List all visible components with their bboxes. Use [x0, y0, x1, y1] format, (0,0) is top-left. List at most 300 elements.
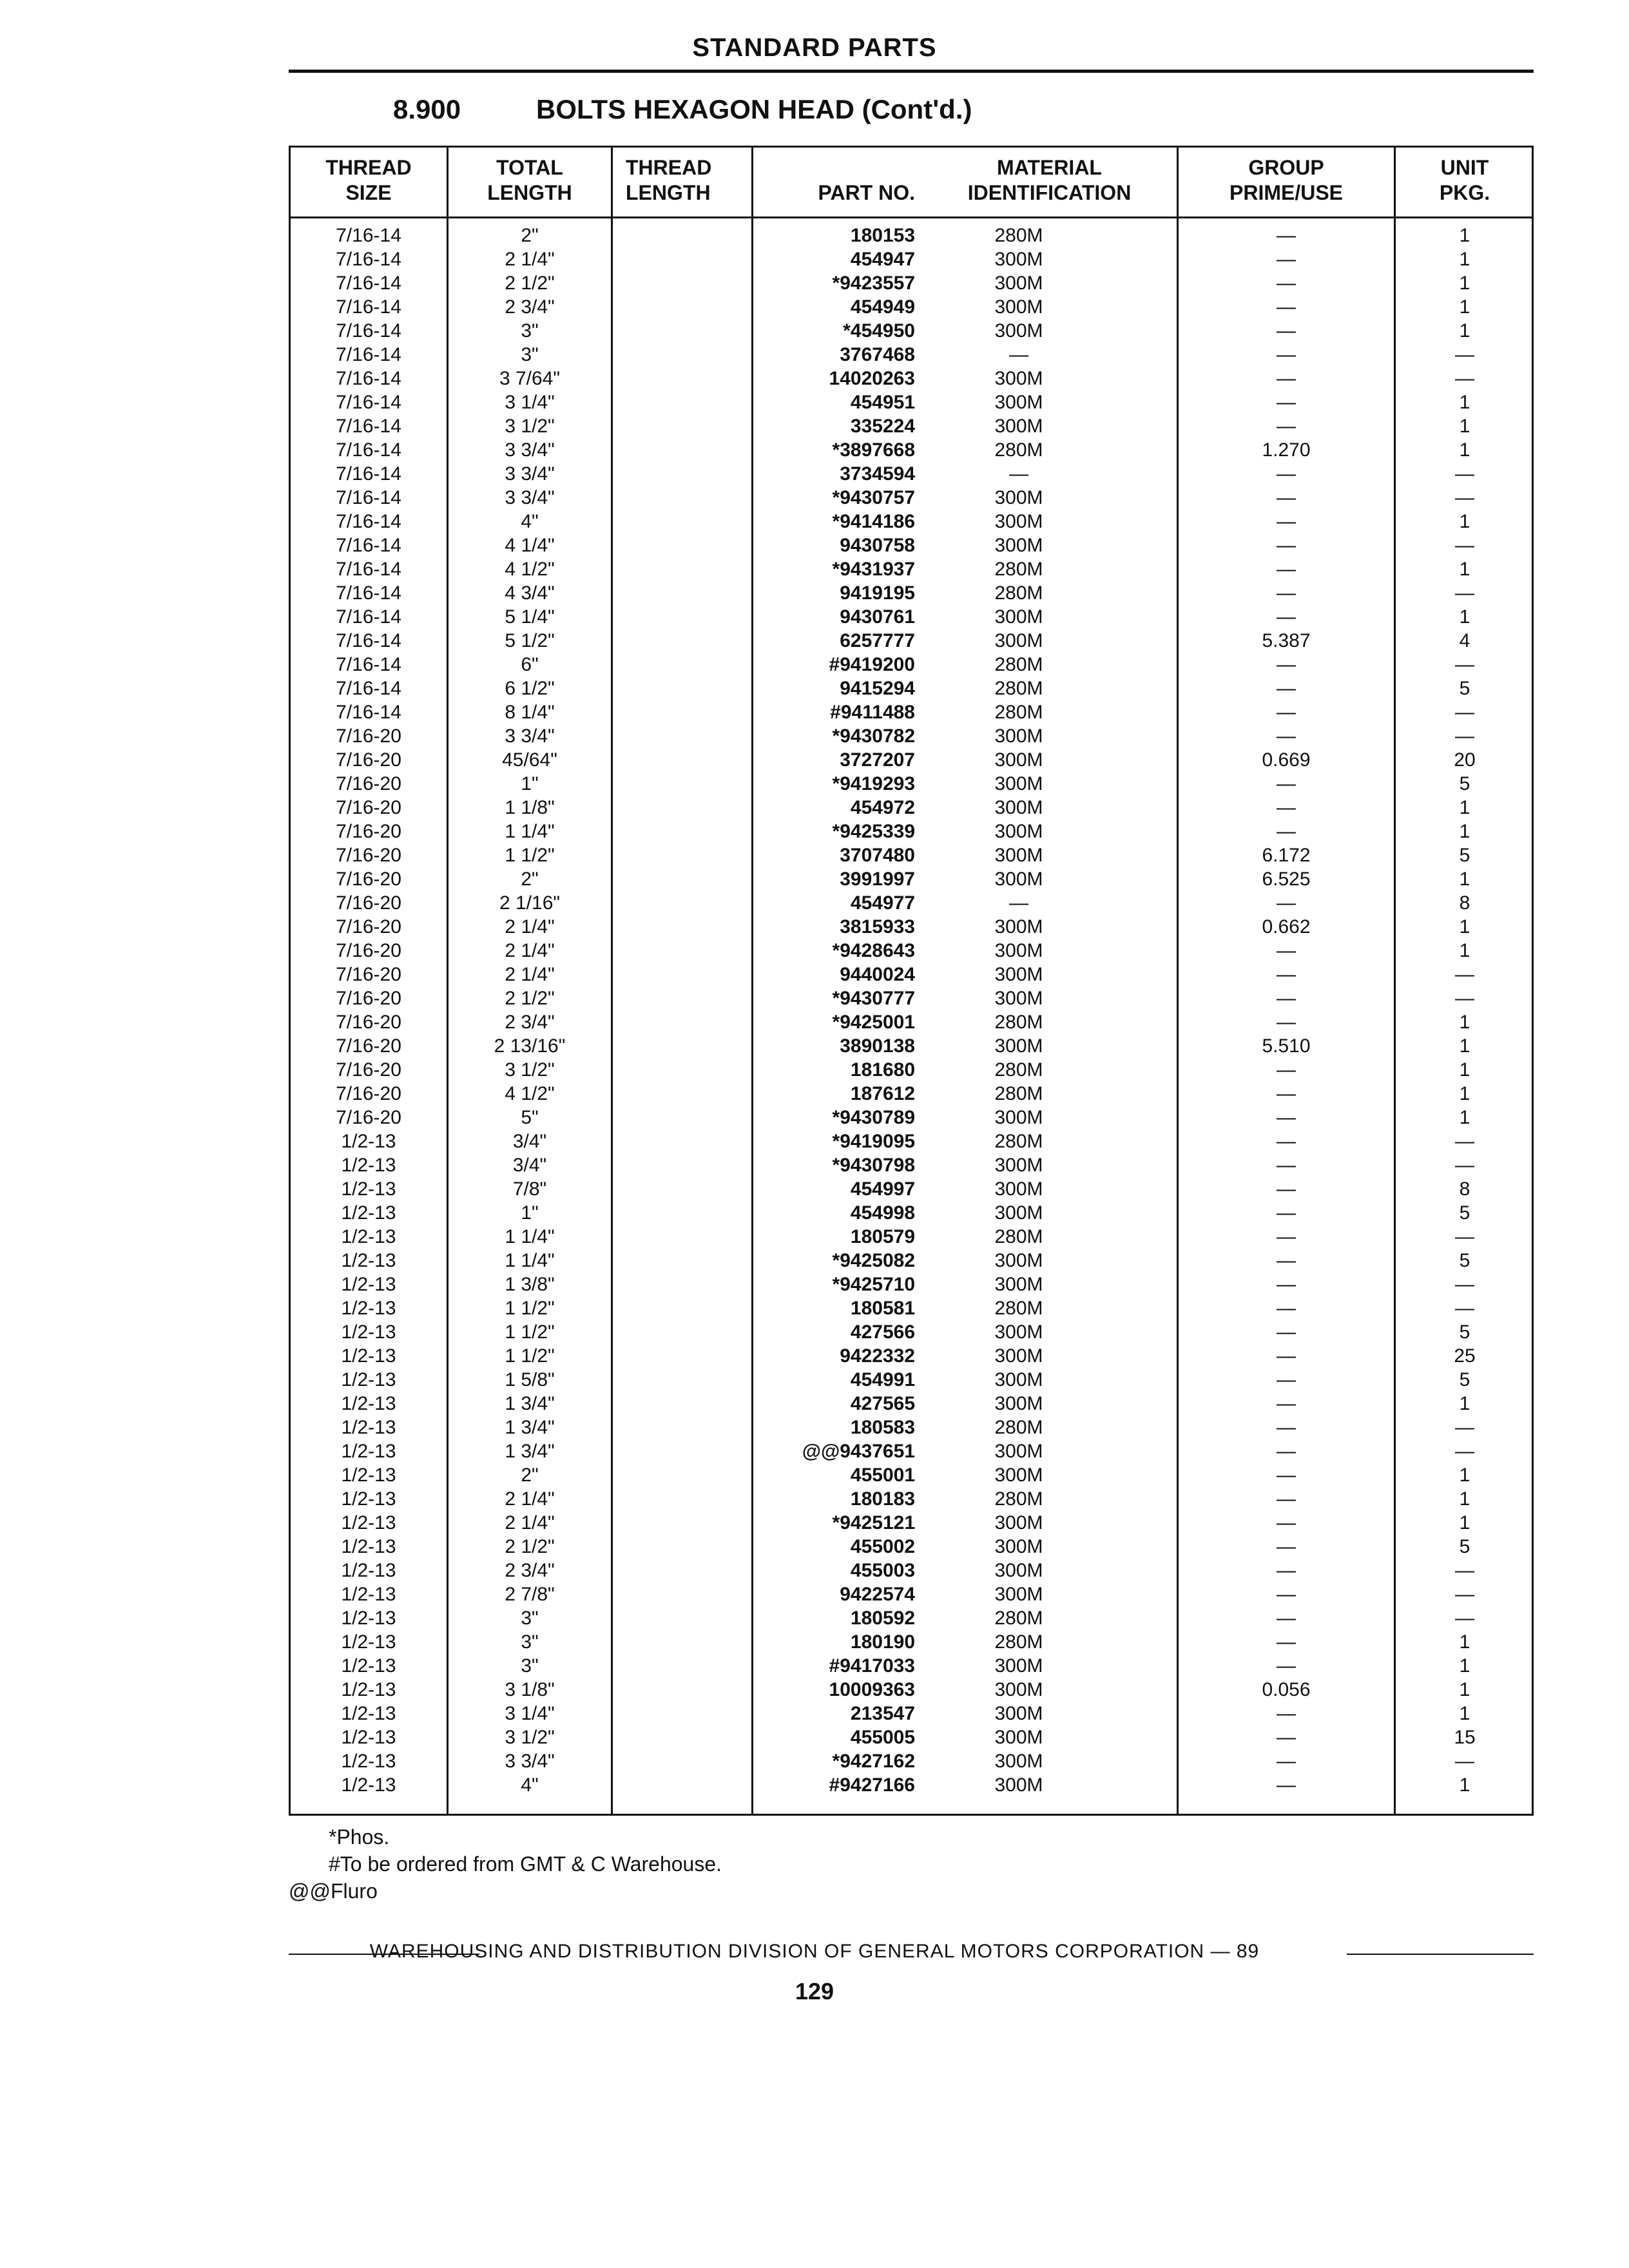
cell-unit-pkg: — — [1455, 1131, 1474, 1152]
cell-unit-pkg: — — [1455, 463, 1474, 485]
table-row — [291, 1058, 1532, 1082]
cell-material: 300M — [994, 1679, 1043, 1700]
cell-group-prime-use: — — [1277, 1512, 1296, 1533]
cell-total-length: 2 1/4" — [505, 916, 555, 937]
cell-thread-size: 1/2-13 — [341, 1274, 396, 1295]
cell-material: 300M — [994, 1035, 1043, 1057]
cell-total-length: 2 1/4" — [505, 1512, 555, 1533]
cell-group-prime-use: 5.510 — [1262, 1035, 1311, 1057]
cell-unit-pkg: 5 — [1459, 773, 1470, 794]
cell-thread-size: 1/2-13 — [341, 1369, 396, 1390]
table-row — [291, 986, 1532, 1010]
cell-part-no: *9425121 — [832, 1512, 915, 1533]
cell-thread-size: 1/2-13 — [341, 1560, 396, 1581]
cell-group-prime-use: — — [1277, 296, 1296, 318]
cell-total-length: 1 1/8" — [505, 797, 555, 818]
cell-material: 300M — [994, 1155, 1043, 1176]
cell-total-length: 1 3/8" — [505, 1274, 555, 1295]
cell-unit-pkg: — — [1455, 344, 1474, 365]
cell-part-no: 454977 — [850, 892, 915, 914]
table-row — [291, 867, 1532, 891]
table-row — [291, 963, 1532, 986]
cell-thread-size: 7/16-20 — [336, 964, 401, 985]
cell-unit-pkg: — — [1455, 1584, 1474, 1605]
table-row — [291, 1249, 1532, 1273]
table-row — [291, 820, 1532, 843]
cell-unit-pkg: 1 — [1459, 1655, 1470, 1677]
cell-material: 280M — [994, 1488, 1043, 1510]
table-row — [291, 1535, 1532, 1559]
cell-part-no: 3890138 — [840, 1035, 915, 1057]
cell-group-prime-use: — — [1277, 535, 1296, 556]
cell-unit-pkg: — — [1455, 1417, 1474, 1438]
cell-part-no: 180581 — [850, 1298, 915, 1319]
cell-total-length: 1 1/4" — [505, 1250, 555, 1271]
cell-part-no: #9427166 — [829, 1774, 915, 1796]
cell-unit-pkg: 8 — [1459, 1178, 1470, 1200]
cell-total-length: 1 1/2" — [505, 845, 555, 866]
cell-total-length: 3 1/2" — [505, 416, 555, 437]
cell-group-prime-use: 6.525 — [1262, 869, 1311, 890]
table-row — [291, 1106, 1532, 1129]
table-row — [291, 557, 1532, 581]
cell-material: 300M — [994, 940, 1043, 961]
cell-total-length: 2 1/4" — [505, 249, 555, 270]
cell-group-prime-use: — — [1277, 1393, 1296, 1414]
cell-unit-pkg: 1 — [1459, 1083, 1470, 1104]
cell-material: 300M — [994, 273, 1043, 294]
cell-part-no: 10009363 — [829, 1679, 915, 1700]
cell-material: 300M — [994, 1178, 1043, 1200]
cell-total-length: 2" — [521, 869, 539, 890]
cell-material: 300M — [994, 1250, 1043, 1271]
table-row — [291, 581, 1532, 605]
cell-part-no: @@9437651 — [802, 1441, 915, 1462]
cell-material: 300M — [994, 296, 1043, 318]
cell-thread-size: 1/2-13 — [341, 1417, 396, 1438]
cell-thread-size: 1/2-13 — [341, 1465, 396, 1486]
cell-group-prime-use: — — [1277, 1417, 1296, 1438]
cell-material: 300M — [994, 535, 1043, 556]
cell-unit-pkg: 15 — [1454, 1727, 1476, 1748]
table-row — [291, 367, 1532, 390]
cell-material: 300M — [994, 1369, 1043, 1390]
cell-total-length: 1 1/2" — [505, 1321, 555, 1343]
cell-part-no: 455005 — [850, 1727, 915, 1748]
cell-unit-pkg: — — [1455, 1274, 1474, 1295]
column-header-line: SIZE — [345, 181, 392, 204]
section-number: 8.900 — [393, 94, 461, 124]
cell-thread-size: 1/2-13 — [341, 1321, 396, 1343]
column-header-material-identification — [922, 155, 1177, 206]
cell-group-prime-use: — — [1277, 463, 1296, 485]
cell-unit-pkg: 1 — [1459, 916, 1470, 937]
cell-unit-pkg: 1 — [1459, 273, 1470, 294]
cell-thread-size: 7/16-14 — [336, 296, 401, 318]
cell-total-length: 2" — [521, 1465, 539, 1486]
cell-part-no: 454949 — [850, 296, 915, 318]
cell-part-no: 3727207 — [840, 749, 915, 771]
cell-total-length: 3" — [521, 1631, 539, 1653]
cell-material: 280M — [994, 559, 1043, 580]
cell-material: 300M — [994, 1727, 1043, 1748]
cell-group-prime-use: — — [1277, 1727, 1296, 1748]
cell-unit-pkg: 1 — [1459, 392, 1470, 413]
cell-material: 300M — [994, 1560, 1043, 1581]
table-row — [291, 1225, 1532, 1249]
cell-unit-pkg: 5 — [1459, 1369, 1470, 1390]
cell-total-length: 4 3/4" — [505, 582, 555, 604]
column-header-line: GROUP — [1248, 156, 1324, 179]
cell-part-no: 455002 — [850, 1536, 915, 1557]
cell-thread-size: 1/2-13 — [341, 1202, 396, 1224]
cell-total-length: 3 3/4" — [505, 439, 555, 461]
cell-thread-size: 7/16-20 — [336, 916, 401, 937]
cell-group-prime-use: — — [1277, 964, 1296, 985]
cell-part-no: 454998 — [850, 1202, 915, 1224]
cell-group-prime-use: — — [1277, 392, 1296, 413]
cell-part-no: 454951 — [850, 392, 915, 413]
cell-thread-size: 7/16-14 — [336, 535, 401, 556]
cell-thread-size: 7/16-14 — [336, 273, 401, 294]
table-row — [291, 843, 1532, 867]
cell-part-no: 427565 — [850, 1393, 915, 1414]
table-row — [291, 1511, 1532, 1535]
table-row — [291, 1368, 1532, 1392]
cell-material: 280M — [994, 654, 1043, 675]
cell-thread-size: 7/16-14 — [336, 630, 401, 651]
cell-total-length: 2 1/2" — [505, 273, 555, 294]
cell-group-prime-use: — — [1277, 1226, 1296, 1247]
cell-material: 300M — [994, 1202, 1043, 1224]
cell-thread-size: 7/16-14 — [336, 320, 401, 341]
cell-thread-size: 1/2-13 — [341, 1608, 396, 1629]
table-row — [291, 1273, 1532, 1296]
cell-unit-pkg: 5 — [1459, 1202, 1470, 1224]
cell-material: — — [1009, 892, 1028, 914]
table-row — [291, 533, 1532, 557]
table-row — [291, 224, 1532, 247]
cell-total-length: 3 1/2" — [505, 1727, 555, 1748]
cell-part-no: 180153 — [850, 225, 915, 246]
table-row — [291, 1773, 1532, 1797]
cell-part-no: 187612 — [850, 1083, 915, 1104]
cell-part-no: 180183 — [850, 1488, 915, 1510]
cell-material: 300M — [994, 1703, 1043, 1724]
cell-unit-pkg: 1 — [1459, 869, 1470, 890]
cell-material: 280M — [994, 1226, 1043, 1247]
cell-unit-pkg: 1 — [1459, 320, 1470, 341]
cell-part-no: *454950 — [843, 320, 915, 341]
cell-thread-size: 7/16-20 — [336, 773, 401, 794]
cell-unit-pkg: — — [1455, 535, 1474, 556]
cell-total-length: 2 13/16" — [494, 1035, 566, 1057]
cell-total-length: 3 3/4" — [505, 487, 555, 508]
cell-part-no: 180592 — [850, 1608, 915, 1629]
table-row — [291, 295, 1532, 319]
cell-material: 300M — [994, 1321, 1043, 1343]
cell-material: 300M — [994, 797, 1043, 818]
cell-material: — — [1009, 463, 1028, 485]
cell-part-no: *9430789 — [832, 1107, 915, 1128]
cell-group-prime-use: — — [1277, 773, 1296, 794]
table-row — [291, 1630, 1532, 1654]
cell-group-prime-use: — — [1277, 320, 1296, 341]
cell-total-length: 1 1/4" — [505, 821, 555, 842]
cell-material: 300M — [994, 630, 1043, 651]
cell-thread-size: 7/16-14 — [336, 368, 401, 389]
cell-material: — — [1009, 344, 1028, 365]
cell-unit-pkg: — — [1455, 1560, 1474, 1581]
cell-total-length: 3 7/64" — [499, 368, 561, 389]
table-row — [291, 319, 1532, 343]
table-row — [291, 462, 1532, 486]
cell-total-length: 7/8" — [512, 1178, 547, 1200]
cell-thread-size: 7/16-14 — [336, 439, 401, 461]
cell-group-prime-use: — — [1277, 1774, 1296, 1796]
cell-unit-pkg: 20 — [1454, 749, 1476, 771]
cell-group-prime-use: — — [1277, 1274, 1296, 1295]
table-row — [291, 1392, 1532, 1416]
cell-unit-pkg: — — [1455, 964, 1474, 985]
cell-group-prime-use: — — [1277, 249, 1296, 270]
cell-unit-pkg: 5 — [1459, 845, 1470, 866]
table-row — [291, 414, 1532, 438]
cell-thread-size: 7/16-20 — [336, 845, 401, 866]
cell-group-prime-use: — — [1277, 225, 1296, 246]
cell-thread-size: 7/16-20 — [336, 988, 401, 1009]
cell-thread-size: 7/16-14 — [336, 344, 401, 365]
footnote-fluro: @@Fluro — [289, 1879, 378, 1903]
cell-unit-pkg: 1 — [1459, 1465, 1470, 1486]
cell-total-length: 3 3/4" — [505, 726, 555, 747]
cell-unit-pkg: 4 — [1459, 630, 1470, 651]
cell-total-length: 45/64" — [502, 749, 557, 771]
cell-part-no: 180583 — [850, 1417, 915, 1438]
cell-part-no: 454972 — [850, 797, 915, 818]
cell-total-length: 5" — [521, 1107, 539, 1128]
cell-part-no: *9414186 — [832, 511, 915, 532]
cell-group-prime-use: 5.387 — [1262, 630, 1311, 651]
table-row — [291, 1606, 1532, 1630]
table-row — [291, 1201, 1532, 1225]
cell-total-length: 3/4" — [512, 1131, 547, 1152]
cell-unit-pkg: 25 — [1454, 1345, 1476, 1367]
table-row — [291, 605, 1532, 629]
cell-unit-pkg: 1 — [1459, 416, 1470, 437]
cell-total-length: 3" — [521, 1655, 539, 1677]
cell-thread-size: 7/16-20 — [336, 1012, 401, 1033]
cell-group-prime-use: 1.270 — [1262, 439, 1311, 461]
footnote-phos: *Phos. — [329, 1825, 390, 1849]
cell-total-length: 2" — [521, 225, 539, 246]
cell-unit-pkg: 1 — [1459, 1703, 1470, 1724]
table-row — [291, 724, 1532, 748]
cell-thread-size: 1/2-13 — [341, 1703, 396, 1724]
column-header-line: PKG. — [1439, 181, 1490, 204]
cell-material: 280M — [994, 1012, 1043, 1033]
cell-thread-size: 7/16-20 — [336, 797, 401, 818]
cell-thread-size: 1/2-13 — [341, 1298, 396, 1319]
cell-material: 300M — [994, 1274, 1043, 1295]
cell-material: 300M — [994, 726, 1043, 747]
table-row — [291, 700, 1532, 724]
cell-part-no: 9430761 — [840, 606, 915, 628]
cell-total-length: 5 1/2" — [505, 630, 555, 651]
cell-material: 300M — [994, 606, 1043, 628]
header-divider — [291, 216, 1532, 218]
column-header-total-length — [448, 155, 611, 206]
cell-thread-size: 7/16-20 — [336, 726, 401, 747]
cell-thread-size: 7/16-20 — [336, 1035, 401, 1057]
cell-unit-pkg: 1 — [1459, 606, 1470, 628]
cell-unit-pkg: 1 — [1459, 559, 1470, 580]
cell-total-length: 1 3/4" — [505, 1441, 555, 1462]
cell-total-length: 3 3/4" — [505, 1751, 555, 1772]
cell-unit-pkg: 8 — [1459, 892, 1470, 914]
cell-material: 280M — [994, 1417, 1043, 1438]
cell-unit-pkg: — — [1455, 1298, 1474, 1319]
cell-part-no: 335224 — [850, 416, 915, 437]
column-header-line: THREAD — [325, 156, 412, 179]
table-row — [291, 653, 1532, 677]
cell-group-prime-use: — — [1277, 726, 1296, 747]
cell-material: 280M — [994, 582, 1043, 604]
column-header-line: LENGTH — [487, 181, 572, 204]
cell-unit-pkg: 1 — [1459, 821, 1470, 842]
cell-material: 300M — [994, 916, 1043, 937]
table-row — [291, 1129, 1532, 1153]
table-row — [291, 1010, 1532, 1034]
column-header-line: IDENTIFICATION — [967, 181, 1132, 204]
cell-part-no: 213547 — [850, 1703, 915, 1724]
table-row — [291, 1702, 1532, 1725]
table-row — [291, 390, 1532, 414]
cell-unit-pkg: 1 — [1459, 1512, 1470, 1533]
table-row — [291, 677, 1532, 700]
table-row — [291, 271, 1532, 295]
cell-unit-pkg: 5 — [1459, 1250, 1470, 1271]
cell-thread-size: 1/2-13 — [341, 1178, 396, 1200]
cell-group-prime-use: 6.172 — [1262, 845, 1311, 866]
cell-unit-pkg: 1 — [1459, 1679, 1470, 1700]
cell-group-prime-use: — — [1277, 1465, 1296, 1486]
cell-material: 300M — [994, 1774, 1043, 1796]
cell-group-prime-use: — — [1277, 1536, 1296, 1557]
cell-material: 280M — [994, 1083, 1043, 1104]
cell-material: 300M — [994, 1345, 1043, 1367]
cell-thread-size: 1/2-13 — [341, 1250, 396, 1271]
cell-part-no: *9427162 — [832, 1751, 915, 1772]
cell-thread-size: 1/2-13 — [341, 1774, 396, 1796]
cell-material: 300M — [994, 320, 1043, 341]
cell-group-prime-use: — — [1277, 1250, 1296, 1271]
cell-group-prime-use: — — [1277, 1345, 1296, 1367]
cell-total-length: 2 1/4" — [505, 1488, 555, 1510]
cell-material: 300M — [994, 964, 1043, 985]
cell-thread-size: 1/2-13 — [341, 1345, 396, 1367]
cell-total-length: 4" — [521, 1774, 539, 1796]
column-header-part-no — [754, 155, 915, 206]
table-row — [291, 1749, 1532, 1773]
cell-total-length: 1" — [521, 773, 539, 794]
table-row — [291, 939, 1532, 963]
cell-thread-size: 7/16-14 — [336, 487, 401, 508]
cell-part-no: 3734594 — [840, 463, 915, 485]
cell-group-prime-use: — — [1277, 1608, 1296, 1629]
cell-unit-pkg: — — [1455, 582, 1474, 604]
table-row — [291, 915, 1532, 939]
cell-part-no: *9430798 — [832, 1155, 915, 1176]
table-row — [291, 1082, 1532, 1106]
table-row — [291, 1725, 1532, 1749]
cell-total-length: 8 1/4" — [505, 702, 555, 723]
column-header-line: THREAD — [626, 156, 712, 179]
cell-part-no: 3767468 — [840, 344, 915, 365]
cell-total-length: 1 3/4" — [505, 1417, 555, 1438]
cell-group-prime-use: — — [1277, 511, 1296, 532]
cell-unit-pkg: 1 — [1459, 1488, 1470, 1510]
cell-part-no: 455003 — [850, 1560, 915, 1581]
cell-group-prime-use: — — [1277, 1107, 1296, 1128]
cell-total-length: 3" — [521, 1608, 539, 1629]
cell-total-length: 3 1/8" — [505, 1679, 555, 1700]
cell-group-prime-use: — — [1277, 1441, 1296, 1462]
cell-part-no: 9422332 — [840, 1345, 915, 1367]
cell-group-prime-use: — — [1277, 678, 1296, 699]
cell-group-prime-use: — — [1277, 1059, 1296, 1081]
cell-thread-size: 1/2-13 — [341, 1631, 396, 1653]
column-header-line — [754, 155, 915, 180]
cell-material: 280M — [994, 439, 1043, 461]
cell-unit-pkg: 1 — [1459, 225, 1470, 246]
page-header-title: STANDARD PARTS — [692, 34, 937, 62]
cell-group-prime-use: — — [1277, 1155, 1296, 1176]
cell-material: 300M — [994, 1655, 1043, 1677]
column-header-line: LENGTH — [626, 181, 711, 204]
cell-total-length: 3/4" — [512, 1155, 547, 1176]
cell-unit-pkg: 1 — [1459, 1107, 1470, 1128]
cell-thread-size: 1/2-13 — [341, 1488, 396, 1510]
cell-part-no: 454947 — [850, 249, 915, 270]
cell-group-prime-use: — — [1277, 487, 1296, 508]
cell-part-no: 9415294 — [840, 678, 915, 699]
cell-unit-pkg: 1 — [1459, 1059, 1470, 1081]
cell-total-length: 3 1/4" — [505, 1703, 555, 1724]
table-row — [291, 438, 1532, 462]
table-row — [291, 1416, 1532, 1439]
cell-part-no: *9423557 — [832, 273, 915, 294]
cell-group-prime-use: — — [1277, 821, 1296, 842]
cell-part-no: 180190 — [850, 1631, 915, 1653]
cell-thread-size: 1/2-13 — [341, 1226, 396, 1247]
cell-thread-size: 1/2-13 — [341, 1584, 396, 1605]
cell-part-no: *9425001 — [832, 1012, 915, 1033]
cell-total-length: 2 3/4" — [505, 1560, 555, 1581]
table-row — [291, 1463, 1532, 1487]
cell-group-prime-use: — — [1277, 892, 1296, 914]
cell-thread-size: 1/2-13 — [341, 1655, 396, 1677]
cell-total-length: 2 1/4" — [505, 964, 555, 985]
cell-unit-pkg: 1 — [1459, 1012, 1470, 1033]
cell-group-prime-use: — — [1277, 797, 1296, 818]
cell-total-length: 2 7/8" — [505, 1584, 555, 1605]
cell-total-length: 4 1/2" — [505, 559, 555, 580]
column-header-group-prime-use — [1179, 155, 1394, 206]
table-row — [291, 1654, 1532, 1678]
cell-group-prime-use: — — [1277, 416, 1296, 437]
cell-thread-size: 7/16-20 — [336, 892, 401, 914]
